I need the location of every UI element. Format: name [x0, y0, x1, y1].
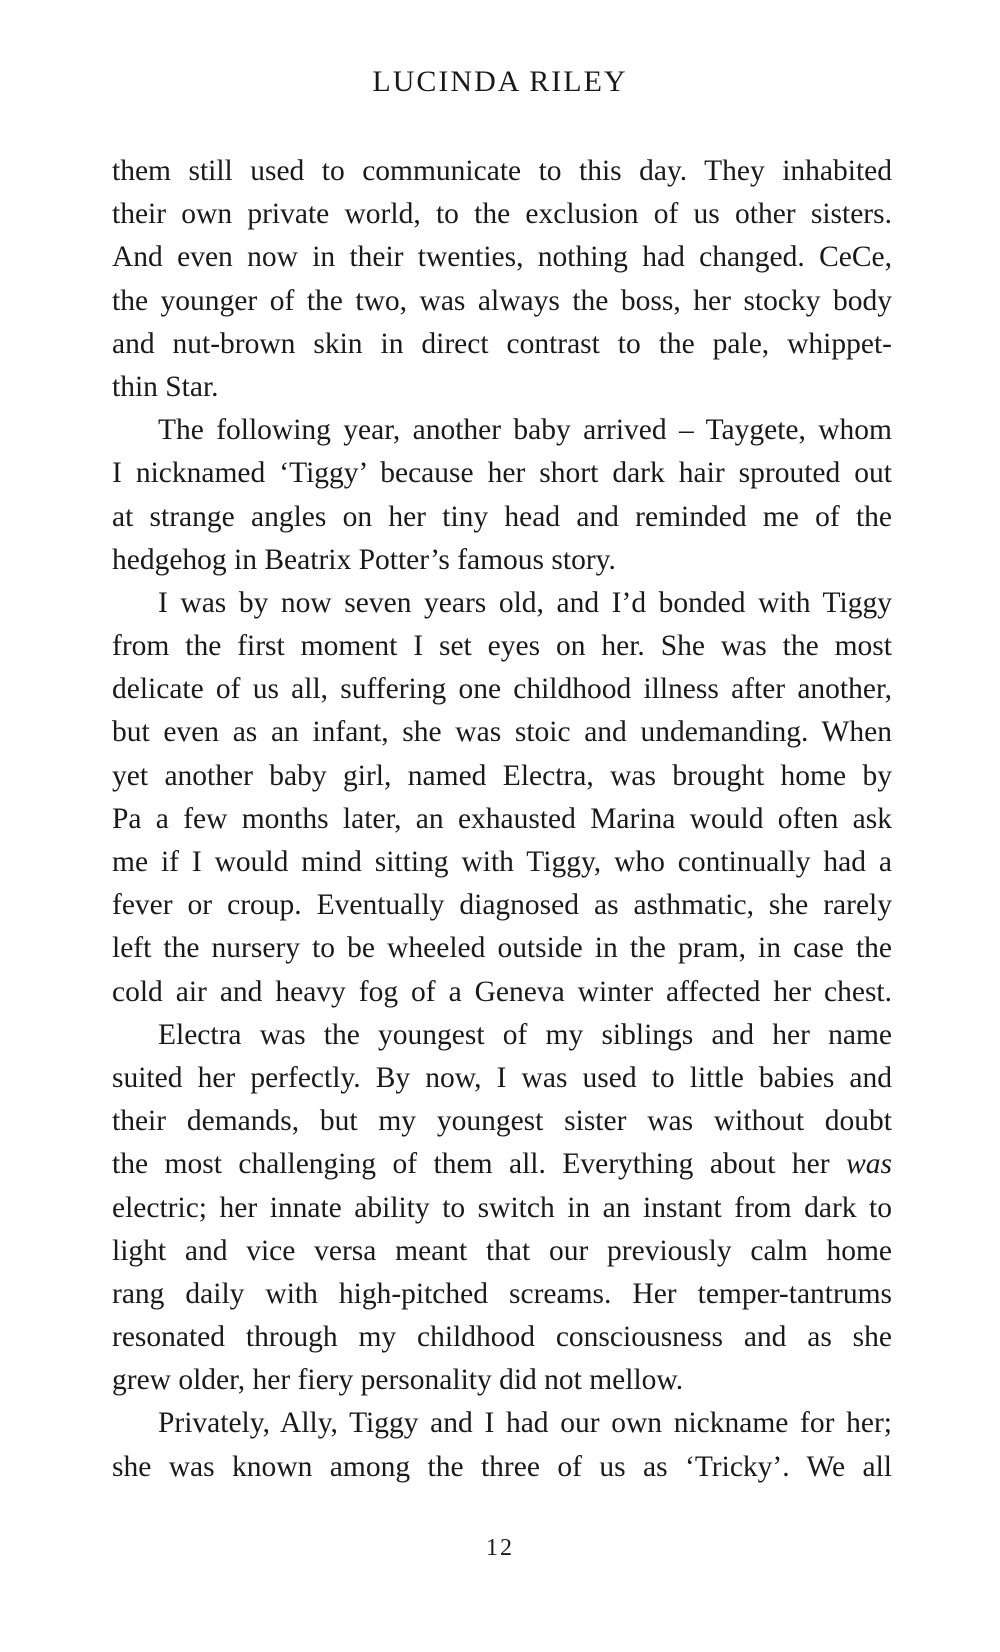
text-line: and nut-brown skin in direct contrast to the pale, whippet-: [112, 327, 892, 360]
text-line: but even as an infant, she was stoic and undemanding. When: [112, 716, 892, 749]
text-line-run: the most challenging of them all. Everything about her: [112, 1148, 830, 1181]
text-line: thin Star.: [112, 370, 219, 403]
text-line: from the first moment I set eyes on her. She was the most: [112, 630, 892, 663]
text-line: suited her perfectly. By now, I was used to little babies and: [112, 1061, 892, 1094]
text-line: at strange angles on her tiny head and reminded me of the: [112, 500, 892, 533]
text-line: yet another baby girl, named Electra, was brought home by: [112, 759, 892, 792]
text-line: Pa a few months later, an exhausted Marina would often ask: [112, 802, 892, 835]
text-line: Privately, Ally, Tiggy and I had our own nickname for her;: [158, 1407, 892, 1440]
page-number: 12: [486, 1535, 514, 1561]
text-line: electric; her innate ability to switch in an instant from dark to: [112, 1191, 892, 1224]
text-line: rang daily with high-pitched screams. Her temper-tantrums: [112, 1277, 892, 1310]
italic-emphasis: was: [846, 1148, 892, 1181]
paragraph-2: [112, 409, 892, 582]
paragraph-1: [112, 150, 892, 409]
text-line: grew older, her fiery personality did not mellow.: [112, 1364, 684, 1397]
text-line: I nicknamed ‘Tiggy’ because her short dark hair sprouted out: [112, 457, 892, 490]
text-line: left the nursery to be wheeled outside in the pram, in case the: [112, 932, 892, 965]
text-line: I was by now seven years old, and I’d bonded with Tiggy: [158, 586, 892, 619]
running-header: LUCINDA RILEY: [372, 65, 628, 98]
text-line: The following year, another baby arrived – Taygete, whom: [158, 414, 892, 447]
text-line: she was known among the three of us as ‘Tricky’. We all: [112, 1450, 892, 1483]
text-line: cold air and heavy fog of a Geneva winter affected her chest.: [112, 975, 892, 1008]
text-line: And even now in their twenties, nothing had changed. CeCe,: [112, 241, 892, 274]
text-line: [112, 1143, 892, 1186]
paragraph-4: [112, 1014, 892, 1403]
text-line: their demands, but my youngest sister was without doubt: [112, 1105, 892, 1138]
text-line: resonated through my childhood consciousness and as she: [112, 1321, 892, 1354]
text-line: light and vice versa meant that our previously calm home: [112, 1234, 892, 1267]
text-line: hedgehog in Beatrix Potter’s famous story.: [112, 543, 616, 576]
text-line: the younger of the two, was always the boss, her stocky body: [112, 284, 892, 317]
text-line: fever or croup. Eventually diagnosed as asthmatic, she rarely: [112, 889, 892, 922]
text-line: me if I would mind sitting with Tiggy, who continually had a: [112, 846, 892, 878]
body-text: [112, 150, 892, 1489]
paragraph-5: [112, 1402, 892, 1488]
paragraph-3: [112, 582, 892, 1014]
text-line: their own private world, to the exclusion of us other sisters.: [112, 198, 892, 231]
text-line: them still used to communicate to this day. They inhabited: [112, 155, 892, 187]
text-line: Electra was the youngest of my siblings and her name: [158, 1018, 892, 1051]
text-line: delicate of us all, suffering one childhood illness after another,: [112, 673, 892, 706]
